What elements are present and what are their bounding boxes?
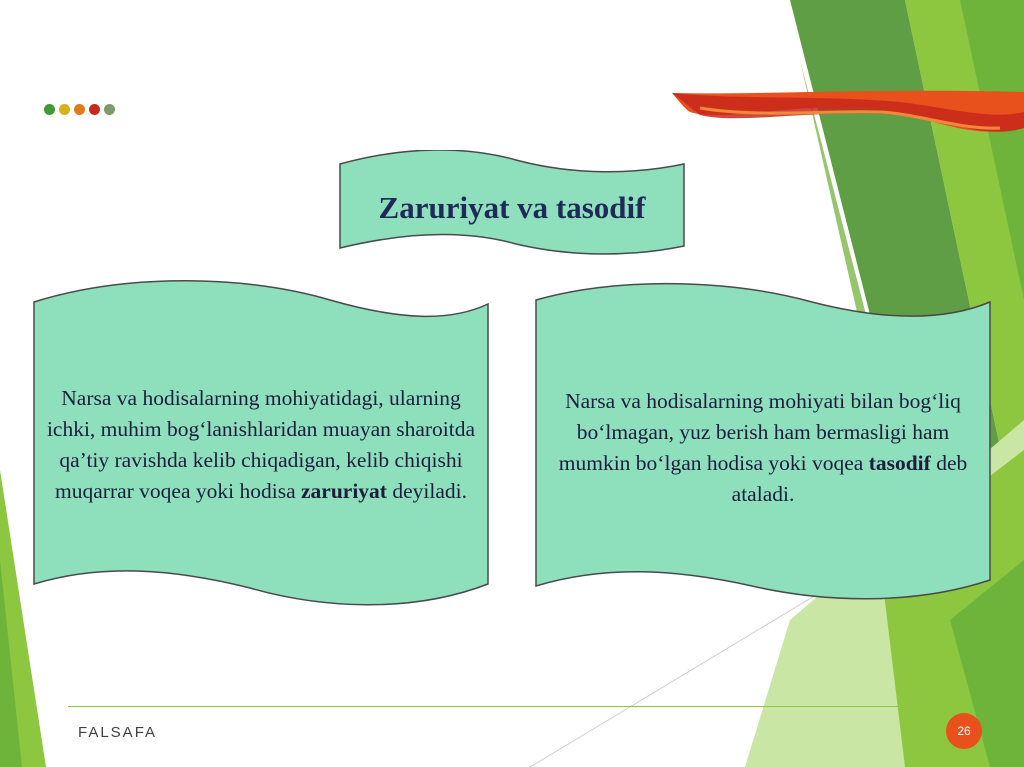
tasodif-definition-paragraph (542, 386, 984, 510)
dot-4 (89, 104, 100, 115)
zaruriyat-definition (38, 320, 484, 570)
zaruriyat-text-after: deyiladi. (386, 479, 467, 503)
dot-5 (104, 104, 115, 115)
zaruriyat-text-before: Narsa va hodisalarning mohiyatidagi, ularning ichki, muhim bog‘lanishlaridan muayan sharoitda qa’tiy ravishda kelib chiqadigan, kelib chiqishi muqarrar voqea yoki hodisa (46, 386, 476, 503)
zaruriyat-term: zaruriyat (301, 479, 387, 503)
dot-2 (59, 104, 70, 115)
tasodif-term: tasodif (868, 451, 931, 475)
slide-title: Zaruriyat va tasodif (378, 190, 646, 225)
dot-3 (74, 104, 85, 115)
page-number-badge: 26 (946, 713, 982, 749)
tasodif-text-before: Narsa va hodisalarning mohiyati bilan bog‘liq bo‘lmagan, yuz berish ham bermasligi ham mumkin bo‘lgan hodisa yoki voqea (558, 389, 961, 475)
decorative-dots (44, 104, 115, 115)
tasodif-text-after: deb ataladi. (731, 451, 968, 506)
tasodif-definition (542, 318, 984, 578)
zaruriyat-definition-paragraph (38, 383, 484, 507)
dot-1 (44, 104, 55, 115)
footer-divider (68, 706, 928, 707)
footer-label: FALSAFA (78, 724, 158, 741)
